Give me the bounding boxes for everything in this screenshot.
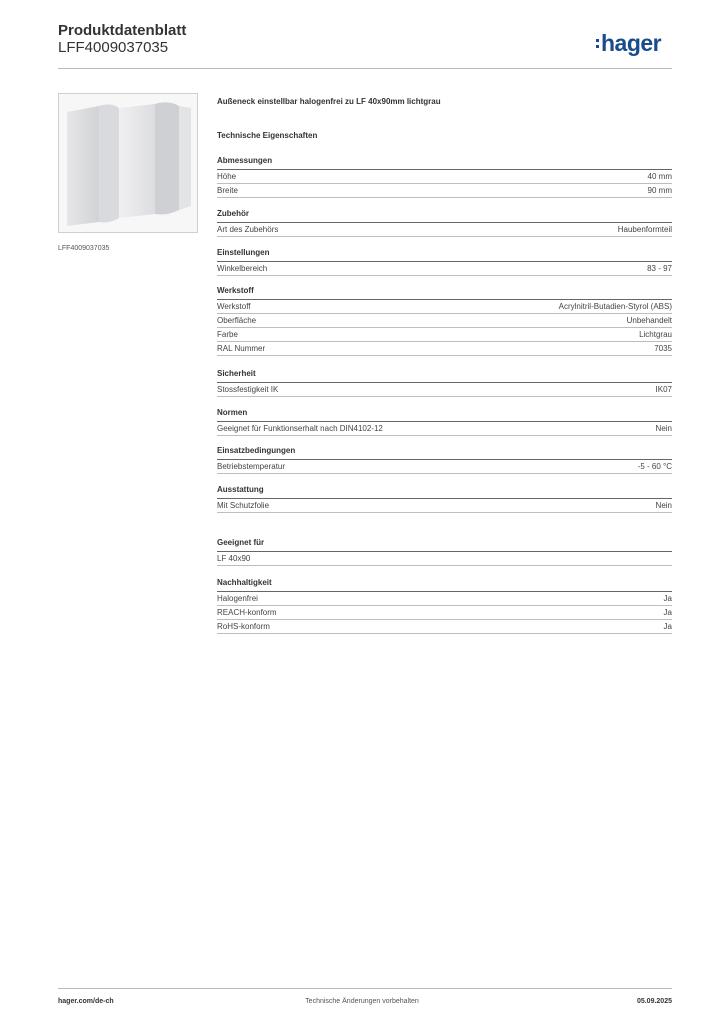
table-row xyxy=(217,460,672,474)
group-title: Sicherheit xyxy=(217,369,256,378)
group-sicherheit xyxy=(217,369,672,397)
table-row xyxy=(217,184,672,198)
product-image xyxy=(58,93,198,233)
group-einsatzbedingungen xyxy=(217,446,672,474)
table-row xyxy=(217,620,672,634)
document-title: Produktdatenblatt xyxy=(58,22,187,39)
row-label: Winkelbereich xyxy=(217,264,268,273)
group-abmessungen xyxy=(217,156,672,198)
row-label: REACH-konform xyxy=(217,608,277,617)
footer-date: 05.09.2025 xyxy=(636,998,672,1005)
table-row xyxy=(217,383,672,397)
footer-website-link[interactable]: hager.com/de-ch xyxy=(58,998,114,1005)
row-value: Nein xyxy=(655,501,672,510)
row-value: Nein xyxy=(655,424,672,433)
group-nachhaltigkeit xyxy=(217,578,672,634)
row-label: Mit Schutzfolie xyxy=(217,501,270,510)
group-title: Zubehör xyxy=(217,209,249,218)
group-title: Ausstattung xyxy=(217,485,264,494)
row-label: Geeignet für Funktionserhalt nach DIN4102-12 xyxy=(217,424,383,433)
group-geeignet-fuer xyxy=(217,538,672,566)
group-einstellungen xyxy=(217,248,672,276)
row-label: Breite xyxy=(217,186,238,195)
group-normen xyxy=(217,408,672,436)
row-value: Ja xyxy=(663,622,672,631)
row-label: Halogenfrei xyxy=(217,594,258,603)
group-ausstattung xyxy=(217,485,672,513)
table-row xyxy=(217,262,672,276)
row-value: Haubenformteil xyxy=(617,225,672,234)
table-row xyxy=(217,223,672,237)
row-value: 40 mm xyxy=(647,172,672,181)
table-row xyxy=(217,342,672,356)
row-label: Oberfläche xyxy=(217,316,257,325)
product-name: Außeneck einstellbar halogenfrei zu LF 40x90mm lichtgrau xyxy=(217,97,441,106)
table-row xyxy=(217,300,672,314)
group-title: Einsatzbedingungen xyxy=(217,446,296,455)
table-row xyxy=(217,314,672,328)
image-caption: LFF4009037035 xyxy=(58,245,110,252)
row-value: 7035 xyxy=(654,344,672,353)
row-label: Stossfestigkeit IK xyxy=(217,385,279,394)
row-label: Werkstoff xyxy=(217,302,251,311)
group-werkstoff xyxy=(217,286,672,356)
logo-dots-icon xyxy=(596,39,599,48)
row-value: IK07 xyxy=(655,385,672,394)
header-divider xyxy=(58,68,672,69)
row-label: Höhe xyxy=(217,172,237,181)
group-title: Nachhaltigkeit xyxy=(217,578,272,587)
row-value: Ja xyxy=(663,608,672,617)
group-title: Werkstoff xyxy=(217,286,254,295)
row-value: Ja xyxy=(663,594,672,603)
row-label: LF 40x90 xyxy=(217,554,251,563)
table-row xyxy=(217,552,672,566)
group-title: Einstellungen xyxy=(217,248,270,257)
table-row xyxy=(217,422,672,436)
table-row xyxy=(217,592,672,606)
table-row xyxy=(217,606,672,620)
group-title: Geeignet für xyxy=(217,538,265,547)
row-value: Unbehandelt xyxy=(626,316,672,325)
row-value: 83 - 97 xyxy=(647,264,672,273)
table-row xyxy=(217,499,672,513)
logo-text: hager xyxy=(601,30,662,56)
row-value: -5 - 60 °C xyxy=(637,462,672,471)
group-title: Abmessungen xyxy=(217,156,273,165)
group-zubehoer xyxy=(217,209,672,237)
footer-divider xyxy=(58,988,672,989)
row-label: Art des Zubehörs xyxy=(217,225,279,234)
group-title: Normen xyxy=(217,408,248,417)
row-value: Lichtgrau xyxy=(639,330,672,339)
hager-logo[interactable] xyxy=(596,30,661,57)
row-label: Betriebstemperatur xyxy=(217,462,286,471)
section-heading: Technische Eigenschaften xyxy=(217,131,318,140)
product-photo-icon xyxy=(59,94,197,232)
row-label: RoHS-konform xyxy=(217,622,270,631)
footer-notice: Technische Änderungen vorbehalten xyxy=(305,998,419,1005)
table-row xyxy=(217,328,672,342)
row-value: Acrylnitril-Butadien-Styrol (ABS) xyxy=(558,302,672,311)
row-value: 90 mm xyxy=(647,186,672,195)
row-label: RAL Nummer xyxy=(217,344,266,353)
article-number: LFF4009037035 xyxy=(58,39,169,56)
row-label: Farbe xyxy=(217,330,238,339)
table-row xyxy=(217,170,672,184)
